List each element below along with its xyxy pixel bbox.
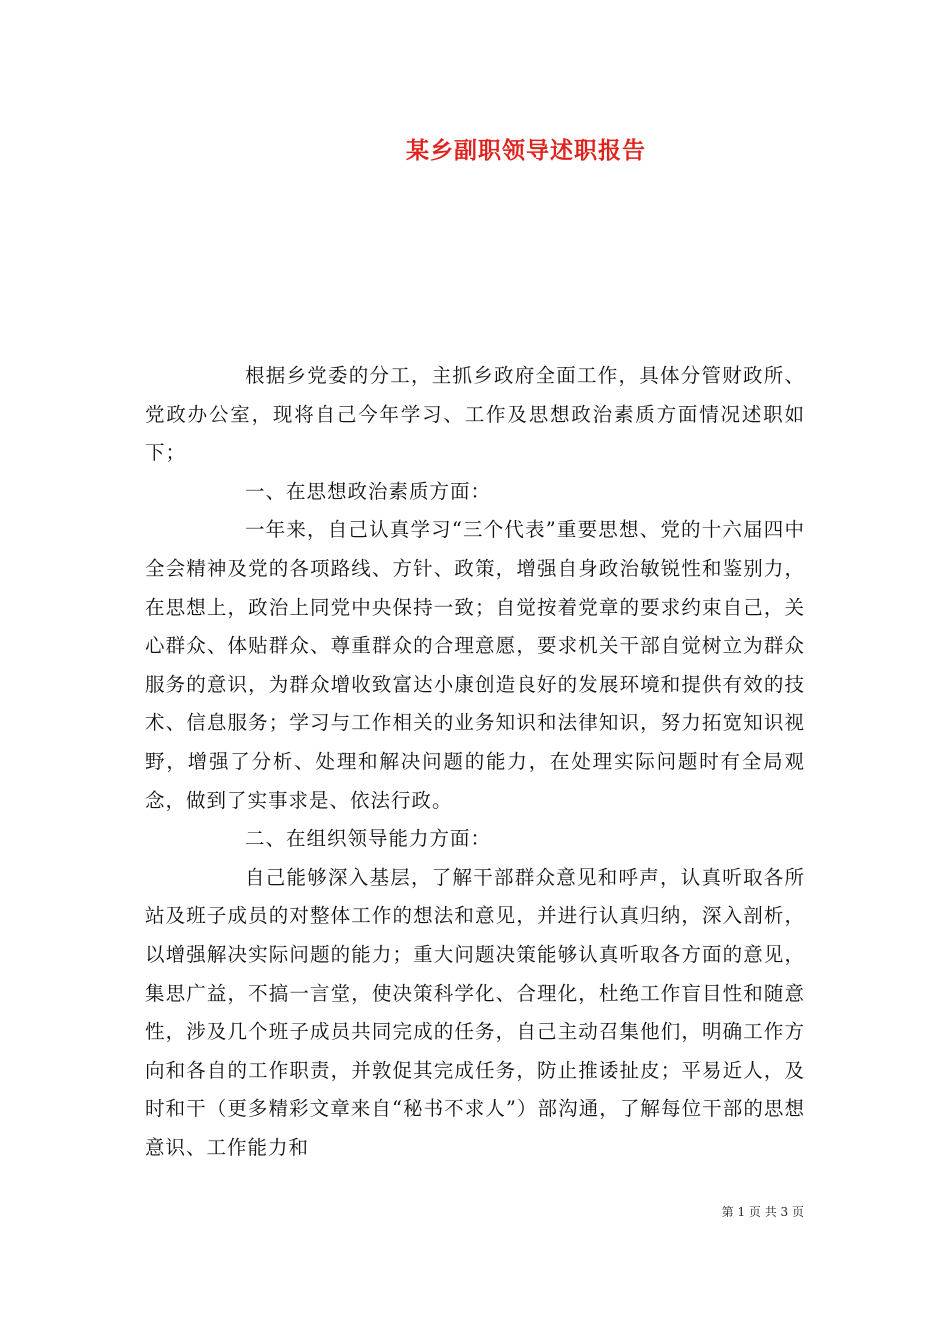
page-number-footer: 第 1 页 共 3 页 (721, 1205, 804, 1219)
document-title: 某乡副职领导述职报告 (406, 137, 646, 164)
section-heading-political: 一、在思想政治素质方面： (245, 479, 492, 503)
paragraph-leadership: 自己能够深入基层，了解干部群众意见和呼声，认真听取各所站及班子成员的对整体工作的想法和意见，并进行认真归纳，深入剖析，以增强解决实际问题的能力；重大问题决策能够认真听取各方面的意见，集思广益，不搞一言堂，使决策科学化、合理化，杜绝工作盲目性和随意性，涉及几个班子成员共同完成的任务，自己主动召集他们，明确工作方向和各自的工作职责，并敦促其完成任务，防止推诿扯皮；平易近人，及时和干（更多精彩文章来自“秘书不求人”）部沟通，了解每位干部的思想意识、工作能力和 (145, 865, 805, 1159)
paragraph-intro: 根据乡党委的分工，主抓乡政府全面工作，具体分管财政所、党政办公室，现将自己今年学习、工作及思想政治素质方面情况述职如下； (145, 364, 805, 465)
paragraph-political: 一年来，自己认真学习“三个代表”重要思想、党的十六届四中全会精神及党的各项路线、方针、政策，增强自身政治敏锐性和鉴别力，在思想上，政治上同党中央保持一致；自觉按着党章的要求约束自己，关心群众、体贴群众、尊重群众的合理意愿，要求机关干部自觉树立为群众服务的意识，为群众增收致富达小康创造良好的发展环境和提供有效的技术、信息服务；学习与工作相关的业务知识和法律知识，努力拓宽知识视野，增强了分析、处理和解决问题的能力，在处理实际问题时有全局观念，做到了实事求是、依法行政。 (145, 518, 805, 812)
document-body (145, 357, 805, 1167)
section-heading-leadership: 二、在组织领导能力方面： (245, 827, 492, 851)
